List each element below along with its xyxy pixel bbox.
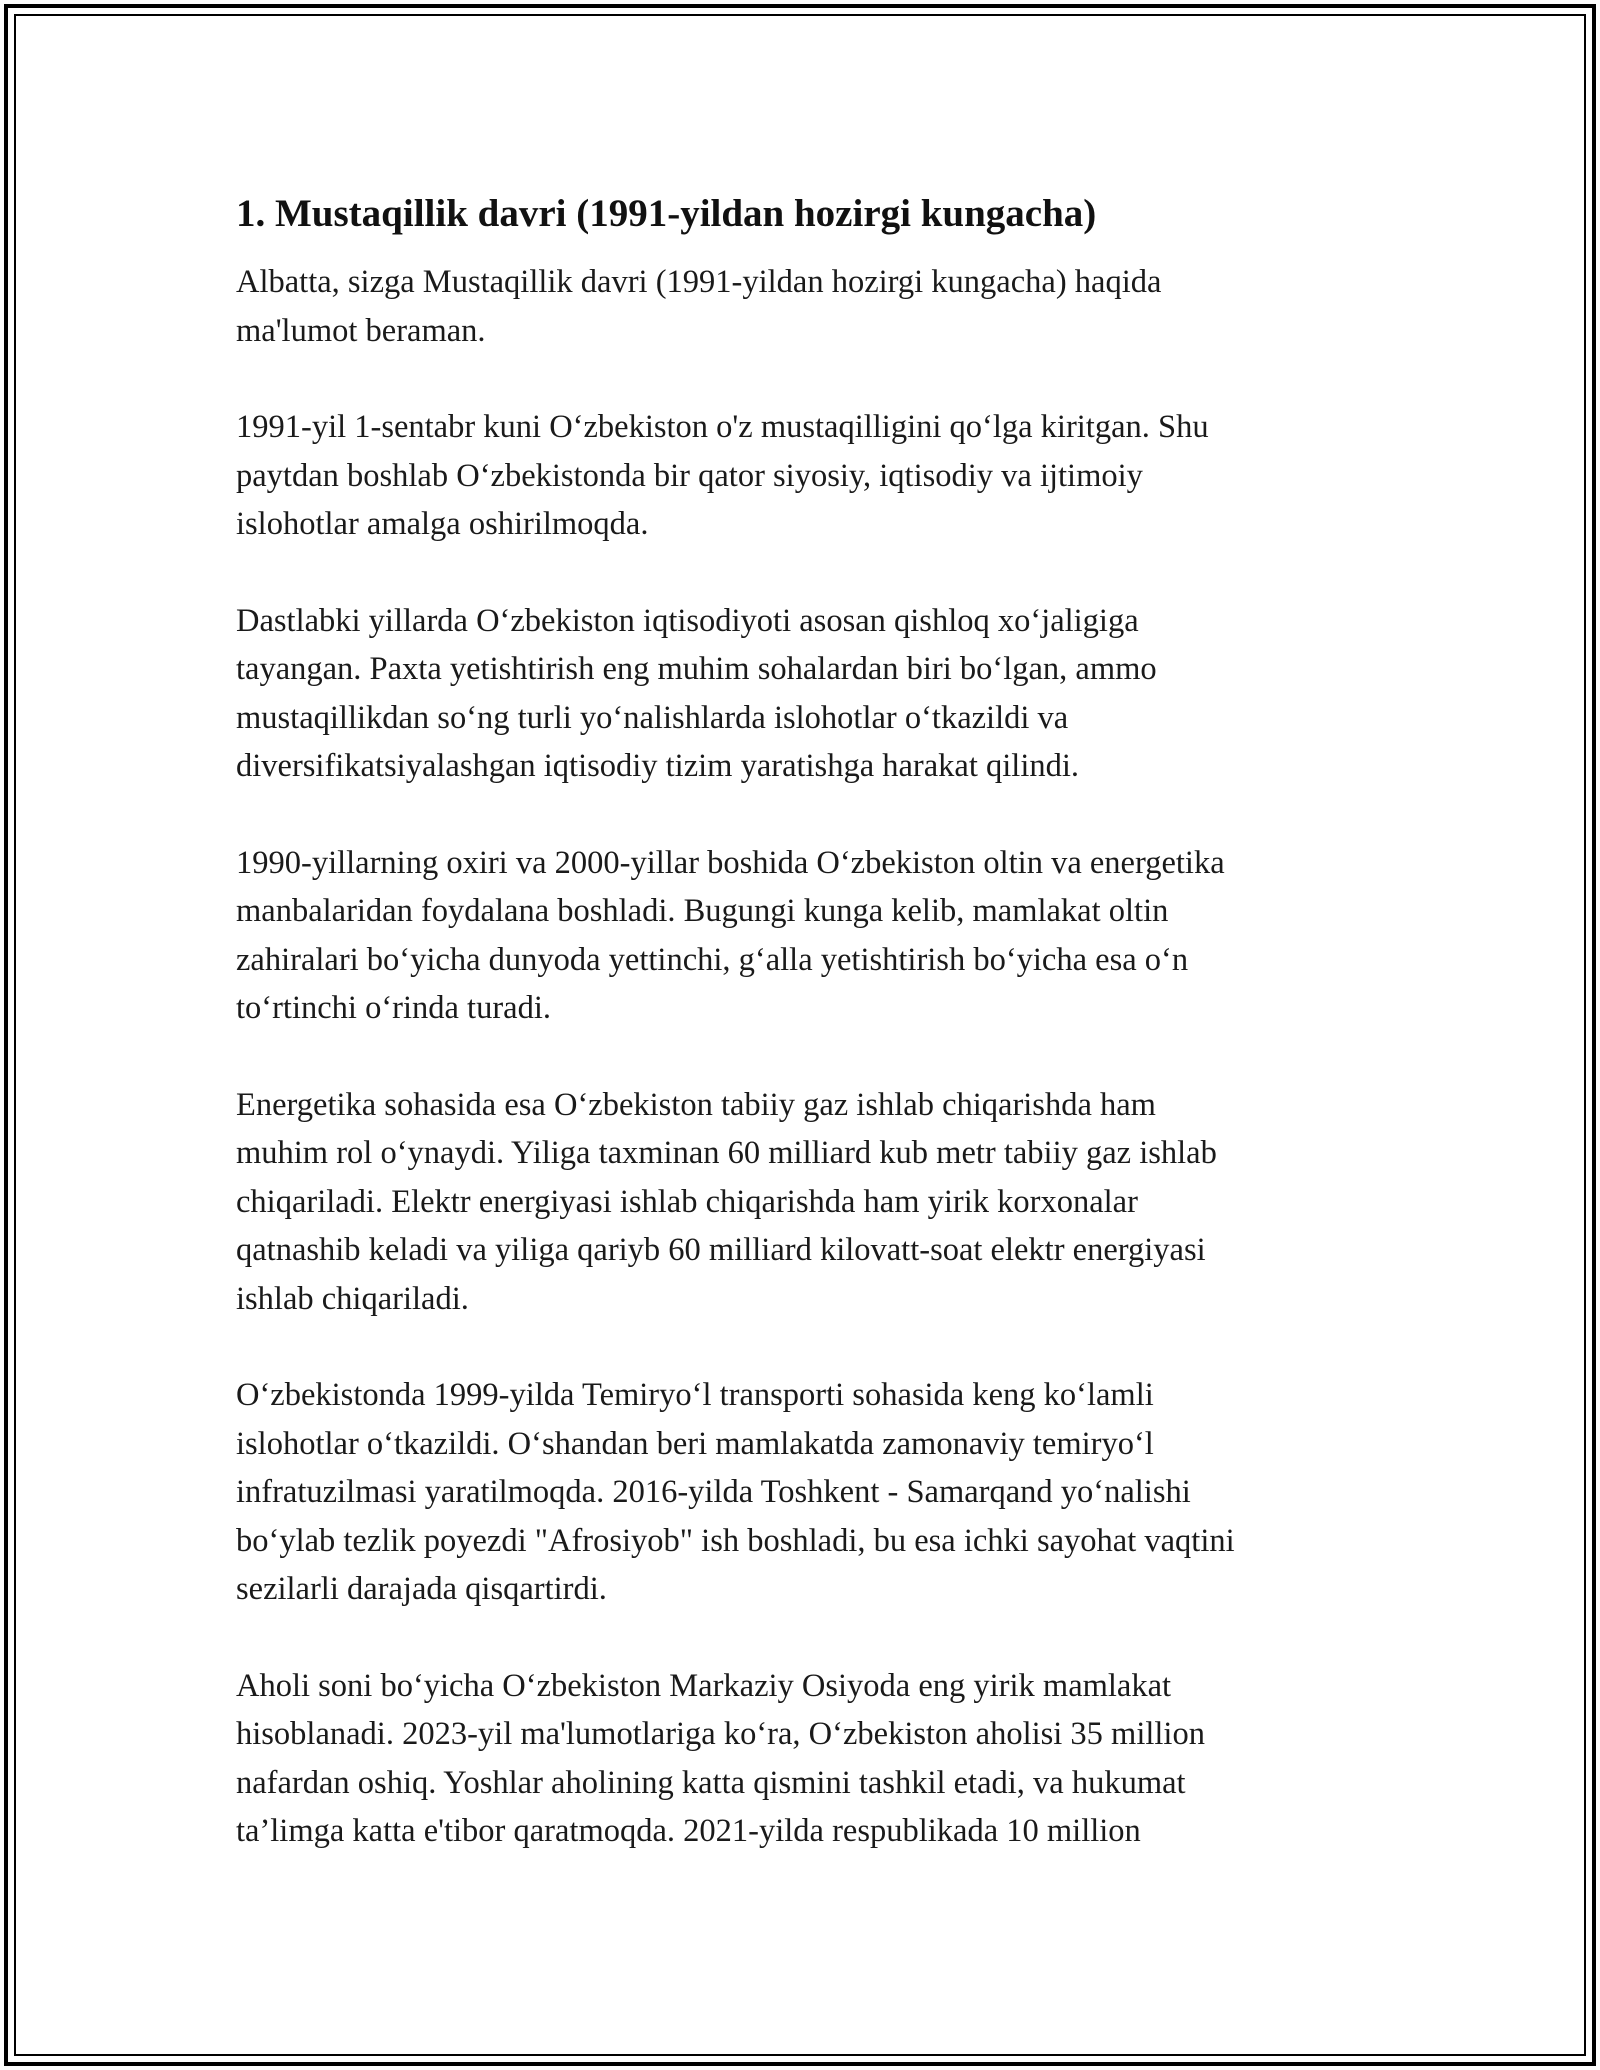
paragraph-line: O‘zbekistonda 1999-yilda Temiryo‘l transporti sohasida keng ko‘lamli (236, 1377, 1154, 1413)
paragraph-population (236, 1662, 1366, 1856)
paragraph-line: Dastlabki yillarda O‘zbekiston iqtisodiyoti asosan qishloq xo‘jaligiga (236, 602, 1139, 639)
paragraph-line: infratuzilmasi yaratilmoqda. 2016-yilda Toshkent - Samarqand yo‘nalishi (236, 1474, 1191, 1510)
paragraph-economy (236, 597, 1366, 791)
paragraph-line: qatnashib keladi va yiliga qariyb 60 milliard kilovatt-soat elektr energiyasi (236, 1232, 1206, 1268)
paragraph-line: ishlab chiqariladi. (236, 1280, 469, 1317)
paragraph-line: hisoblanadi. 2023-yil ma'lumotlariga ko‘ra, O‘zbekiston aholisi 35 million (236, 1716, 1205, 1752)
paragraph-line: tayangan. Paxta yetishtirish eng muhim sohalardan biri bo‘lgan, ammo (236, 651, 1157, 687)
paragraph-line: Aholi soni bo‘yicha O‘zbekiston Markaziy Osiyoda eng yirik mamlakat (236, 1667, 1172, 1704)
paragraph-line: 1990-yillarning oxiri va 2000-yillar boshida O‘zbekiston oltin va energetika (236, 844, 1225, 881)
paragraph-line: ma'lumot beraman. (236, 312, 486, 349)
paragraph-line: nafardan oshiq. Yoshlar aholining katta qismini tashkil etadi, va hukumat (236, 1764, 1186, 1801)
document-body (236, 186, 1366, 1856)
paragraph-line: Albatta, sizga Mustaqillik davri (1991-yildan hozirgi kungacha) haqida (236, 264, 1162, 300)
paragraph-line: zahiralari bo‘yicha dunyoda yettinchi, g‘alla yetishtirish bo‘yicha esa o‘n (236, 941, 1189, 978)
paragraph-line: bo‘ylab tezlik poyezdi "Afrosiyob" ish boshladi, bu esa ichki sayohat vaqtini (236, 1522, 1235, 1559)
paragraph-line: sezilarli darajada qisqartirdi. (236, 1571, 607, 1607)
paragraph-railway (236, 1371, 1366, 1614)
paragraph-energy-sector (236, 1081, 1366, 1324)
paragraph-intro (236, 258, 1366, 355)
paragraph-line: muhim rol o‘ynaydi. Yiliga taxminan 60 milliard kub metr tabiiy gaz ishlab (236, 1135, 1217, 1171)
paragraph-line: 1991-yil 1-sentabr kuni O‘zbekiston o'z mustaqilligini qo‘lga kiritgan. Shu (236, 409, 1209, 445)
paragraph-line: islohotlar amalga oshirilmoqda. (236, 506, 649, 542)
paragraph-line: islohotlar o‘tkazildi. O‘shandan beri mamlakatda zamonaviy temiryo‘l (236, 1425, 1154, 1462)
paragraph-line: to‘rtinchi o‘rinda turadi. (236, 990, 551, 1026)
paragraph-independence (236, 403, 1366, 549)
section-heading: 1. Mustaqillik davri (1991-yildan hozirgi kungacha) (236, 192, 1097, 235)
paragraph-line: chiqariladi. Elektr energiyasi ishlab chiqarishda ham yirik korxonalar (236, 1183, 1138, 1220)
paragraph-line: diversifikatsiyalashgan iqtisodiy tizim yaratishga harakat qilindi. (236, 748, 1080, 784)
paragraph-line: Energetika sohasida esa O‘zbekiston tabiiy gaz ishlab chiqarishda ham (236, 1086, 1156, 1123)
paragraph-line: ta’limga katta e'tibor qaratmoqda. 2021-yilda respublikada 10 million (236, 1813, 1141, 1849)
paragraph-gold-energy (236, 839, 1366, 1033)
paragraph-line: paytdan boshlab O‘zbekistonda bir qator siyosiy, iqtisodiy va ijtimoiy (236, 457, 1143, 494)
paragraph-line: manbalaridan foydalana boshladi. Bugungi kunga kelib, mamlakat oltin (236, 893, 1169, 929)
paragraph-line: mustaqillikdan so‘ng turli yo‘nalishlarda islohotlar o‘tkazildi va (236, 699, 1069, 736)
